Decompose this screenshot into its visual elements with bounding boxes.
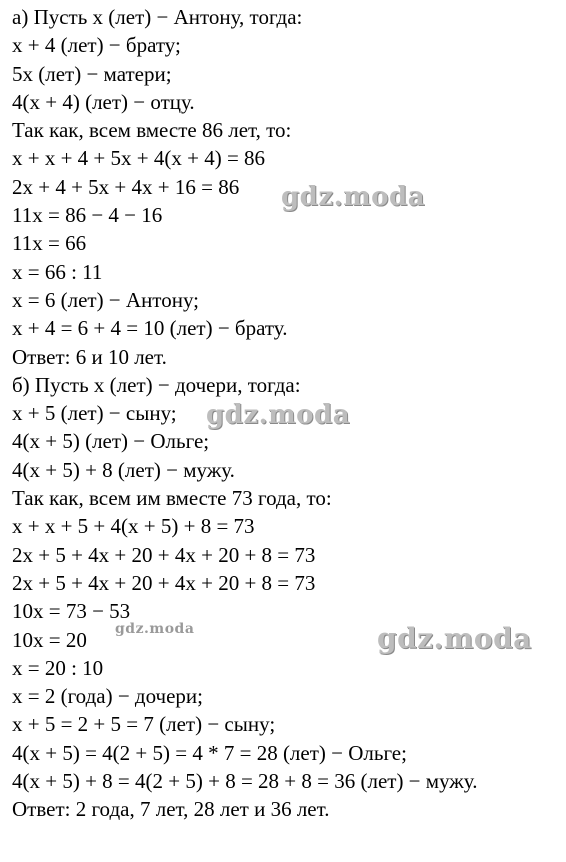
equation-line: x = 66 : 11 — [12, 259, 103, 284]
text-line-part-b-intro: б) Пусть x (лет) − дочери, тогда: — [12, 372, 301, 397]
equation-line: 2x + 4 + 5x + 4x + 16 = 86 — [12, 174, 240, 199]
text-line: 4(x + 4) (лет) − отцу. — [12, 89, 195, 114]
text-line: x = 6 (лет) − Антону; — [12, 287, 200, 312]
equation-line: 2x + 5 + 4x + 20 + 4x + 20 + 8 = 73 — [12, 542, 316, 567]
text-line: Так как, всем вместе 86 лет, то: — [12, 118, 292, 143]
watermark: gdz.moda — [115, 621, 195, 637]
answer-line-part-a: Ответ: 6 и 10 лет. — [12, 344, 167, 369]
equation-line: 2x + 5 + 4x + 20 + 4x + 20 + 8 = 73 — [12, 570, 316, 595]
text-line: 4(x + 5) = 4(2 + 5) = 4 * 7 = 28 (лет) − Ольге; — [12, 740, 407, 765]
equation-line: x + x + 5 + 4(x + 5) + 8 = 73 — [12, 514, 255, 539]
text-line-part-a-intro: а) Пусть x (лет) − Антону, тогда: — [12, 5, 303, 29]
text-line: 4(x + 5) + 8 (лет) − мужу. — [12, 457, 235, 482]
text-line: x + 4 (лет) − брату; — [12, 33, 181, 58]
text-line: 4(x + 5) + 8 = 4(2 + 5) + 8 = 28 + 8 = 36 (лет) − мужу. — [12, 769, 478, 794]
text-line: x = 2 (года) − дочери; — [12, 684, 204, 709]
watermark: gdz.moda — [377, 622, 532, 655]
text-line: Так как, всем им вместе 73 года, то: — [12, 486, 332, 511]
text-line: 4(x + 5) (лет) − Ольге; — [12, 429, 210, 454]
answer-line-part-b: Ответ: 2 года, 7 лет, 28 лет и 36 лет. — [12, 797, 330, 822]
equation-line: x + x + 4 + 5x + 4(x + 4) = 86 — [12, 146, 266, 171]
equation-line: 11x = 86 − 4 − 16 — [12, 203, 163, 228]
text-line: x + 5 = 2 + 5 = 7 (лет) − сыну; — [12, 712, 276, 737]
equation-line: 10x = 20 — [12, 627, 87, 652]
watermark: gdz.moda — [206, 400, 351, 430]
text-line: x + 5 (лет) − сыну; — [12, 401, 177, 426]
equation-line: x = 20 : 10 — [12, 655, 104, 680]
watermark: gdz.moda — [281, 182, 426, 212]
text-line: 5x (лет) − матери; — [12, 61, 172, 86]
equation-line: 11x = 66 — [12, 231, 87, 256]
text-line: x + 4 = 6 + 4 = 10 (лет) − брату. — [12, 316, 288, 341]
equation-line: 10x = 73 − 53 — [12, 599, 131, 624]
